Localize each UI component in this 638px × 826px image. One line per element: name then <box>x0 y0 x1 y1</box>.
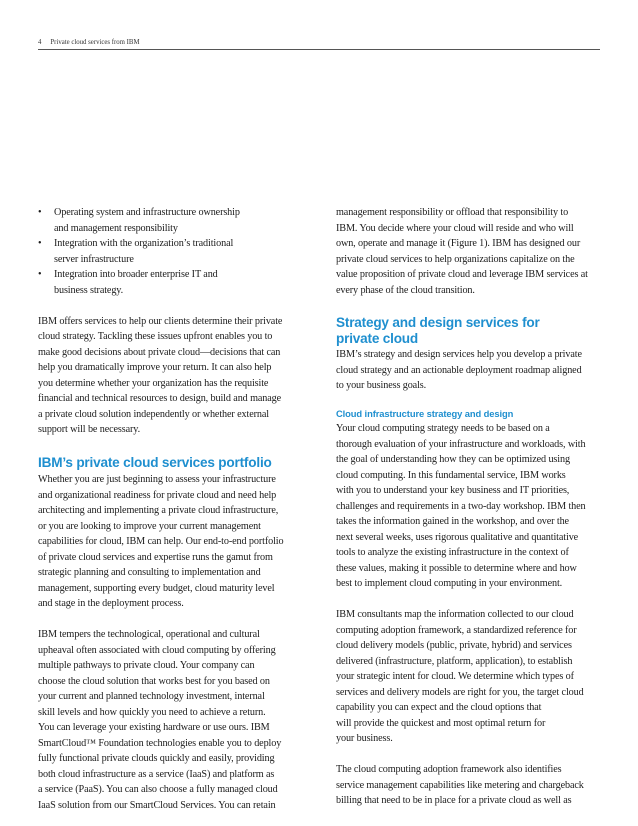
subsection-heading: Cloud infrastructure strategy and design <box>336 407 514 419</box>
text-line: and organizational readiness for private cloud and need help <box>38 489 277 501</box>
paragraph <box>38 627 322 813</box>
text-line: You can leverage your existing hardware or use ours. IBM <box>38 722 270 733</box>
text-line: a service (PaaS). You can also choose a fully managed cloud <box>38 784 278 795</box>
text-line: services and delivery models are right for you, the target cloud <box>336 686 584 698</box>
bullet-line: server infrastructure <box>54 253 134 265</box>
text-line: financial and technical resources to design, build and manage <box>38 393 282 404</box>
text-line: cloud computing. In this fundamental service, IBM works <box>336 469 566 481</box>
text-line: IaaS solution from our SmartCloud Services. You can retain <box>38 799 276 811</box>
text-line: will provide the quickest and most optimal return for <box>336 717 546 729</box>
bullet-dot-icon: • <box>38 207 42 218</box>
text-line: IBM tempers the technological, operational and cultural <box>38 629 260 640</box>
text-line: IBM consultants map the information collected to our cloud <box>336 609 574 620</box>
text-line: IBM. You decide where your cloud will reside and who will <box>336 222 574 234</box>
text-line: a private cloud solution independently or whether external <box>38 408 269 420</box>
text-line: IBM offers services to help our clients determine their private <box>38 315 283 327</box>
text-line: capabilities for cloud, IBM can help. Our end-to-end portfolio <box>38 536 284 547</box>
bullet-line: Integration into broader enterprise IT and <box>54 269 218 280</box>
bullet-item <box>38 267 322 298</box>
paragraph <box>336 762 604 809</box>
text-line: management, supporting every budget, cloud maturity level <box>38 582 275 594</box>
text-line: multiple pathways to private cloud. Your company can <box>38 660 255 671</box>
page-number: 4 <box>38 39 42 46</box>
text-line: The cloud computing adoption framework also identifies <box>336 764 562 775</box>
text-line: cloud delivery models (public, private, hybrid) and services <box>336 640 572 651</box>
running-title: Private cloud services from IBM <box>50 39 140 46</box>
bullet-line: and management responsibility <box>54 222 178 234</box>
text-line: these values, making it possible to determine where and how <box>336 562 577 574</box>
paragraph <box>336 347 604 394</box>
text-line: best to implement cloud computing in your environment. <box>336 578 563 589</box>
header-rule <box>38 49 600 50</box>
text-line: choose the cloud solution that works best for you based on <box>38 675 270 687</box>
text-line: delivered (infrastructure, platform, application), to establish <box>336 655 573 667</box>
bullet-line: Integration with the organization’s traditional <box>54 238 234 249</box>
paragraph <box>336 205 604 298</box>
text-line: help you dramatically improve your return. It can also help <box>38 362 272 373</box>
text-line: next several weeks, uses rigorous qualitative and quantitative <box>336 531 579 543</box>
bullet-line: business strategy. <box>54 284 124 296</box>
left-column <box>38 205 322 813</box>
text-line: and stage in the deployment process. <box>38 598 184 609</box>
text-line: the goal of understanding how they can be optimized using <box>336 454 570 465</box>
text-line: thorough evaluation of your infrastructure and workloads, with <box>336 438 586 450</box>
text-line: capability you can expect and the cloud options that <box>336 702 542 713</box>
paragraph <box>38 472 322 612</box>
text-line: own, operate and manage it (Figure 1). IBM has designed our <box>336 238 581 249</box>
section-heading-line: Strategy and design services for <box>336 315 540 330</box>
bullet-item <box>38 205 322 236</box>
bullet-item <box>38 236 322 267</box>
bullet-line: Operating system and infrastructure ownership <box>54 207 240 218</box>
text-line: billing that need to be in place for a private cloud as well as <box>336 795 572 806</box>
paragraph <box>38 314 322 438</box>
text-line: strategic planning and consulting to implementation and <box>38 567 261 578</box>
text-line: you determine whether your organization has the requisite <box>38 377 269 389</box>
text-line: architecting and implementing a private cloud infrastructure, <box>38 505 279 516</box>
text-line: your strategic intent for cloud. We determine which types of <box>336 671 574 682</box>
section-heading: IBM’s private cloud services portfolio <box>38 455 272 470</box>
text-line: SmartCloud™ Foundation technologies enable you to deploy <box>38 737 282 749</box>
text-line: every phase of the cloud transition. <box>336 284 475 296</box>
text-line: Your cloud computing strategy needs to be based on a <box>336 423 550 434</box>
text-line: takes the information gained in the workshop, and over the <box>336 516 569 527</box>
text-line: tools to analyze the existing infrastructure in the context of <box>336 547 569 558</box>
text-line: make good decisions about private cloud—decisions that can <box>38 346 281 358</box>
text-line: fully functional private clouds quickly and easily, providing <box>38 753 275 764</box>
text-line: your business. <box>336 733 393 744</box>
text-line: service management capabilities like metering and chargeback <box>336 779 584 791</box>
text-line: support will be necessary. <box>38 424 141 435</box>
bullet-dot-icon: • <box>38 269 42 280</box>
section-heading-line: private cloud <box>336 331 419 346</box>
text-line: skill levels and how quickly you need to achieve a return. <box>38 706 266 718</box>
text-line: to your business goals. <box>336 380 427 391</box>
text-line: private cloud services to help organizations capitalize on the <box>336 253 575 265</box>
text-line: value proposition of private cloud and leverage IBM services at <box>336 269 588 280</box>
text-line: cloud strategy. Tackling these issues upfront enables you to <box>38 331 273 342</box>
text-line: of private cloud services and expertise runs the gamut from <box>38 551 273 563</box>
section-heading <box>336 315 604 347</box>
paragraph <box>336 607 604 747</box>
text-line: cloud strategy and an actionable deployment roadmap aligned <box>336 364 582 376</box>
text-line: challenges and requirements in a two-day workshop. IBM then <box>336 500 586 512</box>
text-line: both cloud infrastructure as a service (IaaS) and platform as <box>38 768 275 780</box>
text-line: your current and planned technology investment, internal <box>38 691 265 702</box>
text-line: upheaval often associated with cloud computing by offering <box>38 644 276 656</box>
text-line: IBM’s strategy and design services help you develop a private <box>336 349 582 360</box>
text-line: with you to understand your key business and IT priorities, <box>336 485 570 496</box>
bullet-dot-icon: • <box>38 238 42 249</box>
running-header <box>38 37 600 49</box>
text-line: or you are looking to improve your current management <box>38 520 261 532</box>
text-line: Whether you are just beginning to assess your infrastructure <box>38 474 276 485</box>
text-line: management responsibility or offload that responsibility to <box>336 207 569 218</box>
right-column <box>336 205 604 809</box>
text-line: computing adoption framework, a standardized reference for <box>336 624 577 636</box>
paragraph <box>336 421 604 592</box>
